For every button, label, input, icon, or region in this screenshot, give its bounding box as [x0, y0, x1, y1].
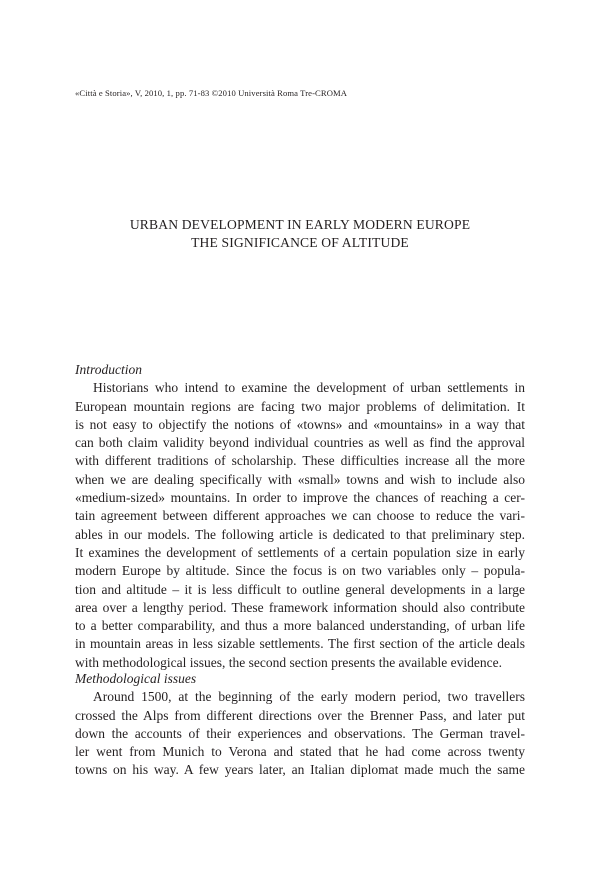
section-methodological-issues	[75, 670, 525, 780]
text-line: Around 1500, at the beginning of the early modern period, two travellers	[93, 689, 525, 705]
text-line: towns on his way. A few years later, an Italian diplomat made much the same	[75, 762, 525, 778]
section-introduction	[75, 361, 525, 672]
text-line: ables in our models. The following article is dedicated to that preliminary step.	[75, 526, 525, 542]
paragraph	[75, 688, 525, 779]
text-line: ler went from Munich to Verona and stated that he had come across twenty	[75, 744, 525, 760]
text-line: crossed the Alps from different directions over the Brenner Pass, and later put	[75, 707, 525, 723]
text-line: when we are dealing specifically with «small» towns and wish to include also	[75, 471, 525, 487]
text-line: «medium-sized» mountains. In order to improve the chances of reaching a cer-	[75, 490, 525, 506]
text-line: Historians who intend to examine the development of urban settlements in	[93, 380, 525, 396]
subtitle-line: THE SIGNIFICANCE OF ALTITUDE	[191, 235, 409, 250]
text-line: modern Europe by altitude. Since the focus is on two variables only – popula-	[75, 563, 525, 579]
text-line: tion and altitude – it is less difficult to outline general developments in a large	[75, 581, 525, 597]
text-line: down the accounts of their experiences and observations. The German travel-	[75, 725, 525, 741]
paragraph	[75, 379, 525, 672]
text-line: can both claim validity beyond individual countries as well as find the approval	[75, 435, 525, 451]
text-line: to a better comparability, and thus a more balanced understanding, of urban life	[75, 618, 525, 634]
text-line: It examines the development of settlements of a certain population size in early	[75, 544, 525, 560]
article-title	[0, 216, 600, 252]
text-line: is not easy to objectify the notions of «towns» and «mountains» in a way that	[75, 416, 525, 432]
text-line: with methodological issues, the second section presents the available evidence.	[75, 654, 502, 670]
text-line: tain agreement between different approaches we can choose to reduce the vari-	[75, 508, 525, 524]
text-line: in mountain areas in less sizable settlements. The first section of the article deals	[75, 636, 525, 652]
section-heading: Methodological issues	[75, 671, 197, 686]
journal-citation: «Città e Storia», V, 2010, 1, pp. 71-83 ©2010 Università Roma Tre-CROMA	[75, 88, 348, 98]
title-line: URBAN DEVELOPMENT IN EARLY MODERN EUROPE	[129, 217, 471, 232]
text-line: with different traditions of scholarship. These difficulties increase all the more	[75, 453, 525, 469]
section-heading: Introduction	[75, 362, 142, 377]
text-line: area over a lengthy period. These framework information should also contribute	[75, 599, 525, 615]
text-line: European mountain regions are facing two major problems of delimitation. It	[75, 398, 525, 414]
